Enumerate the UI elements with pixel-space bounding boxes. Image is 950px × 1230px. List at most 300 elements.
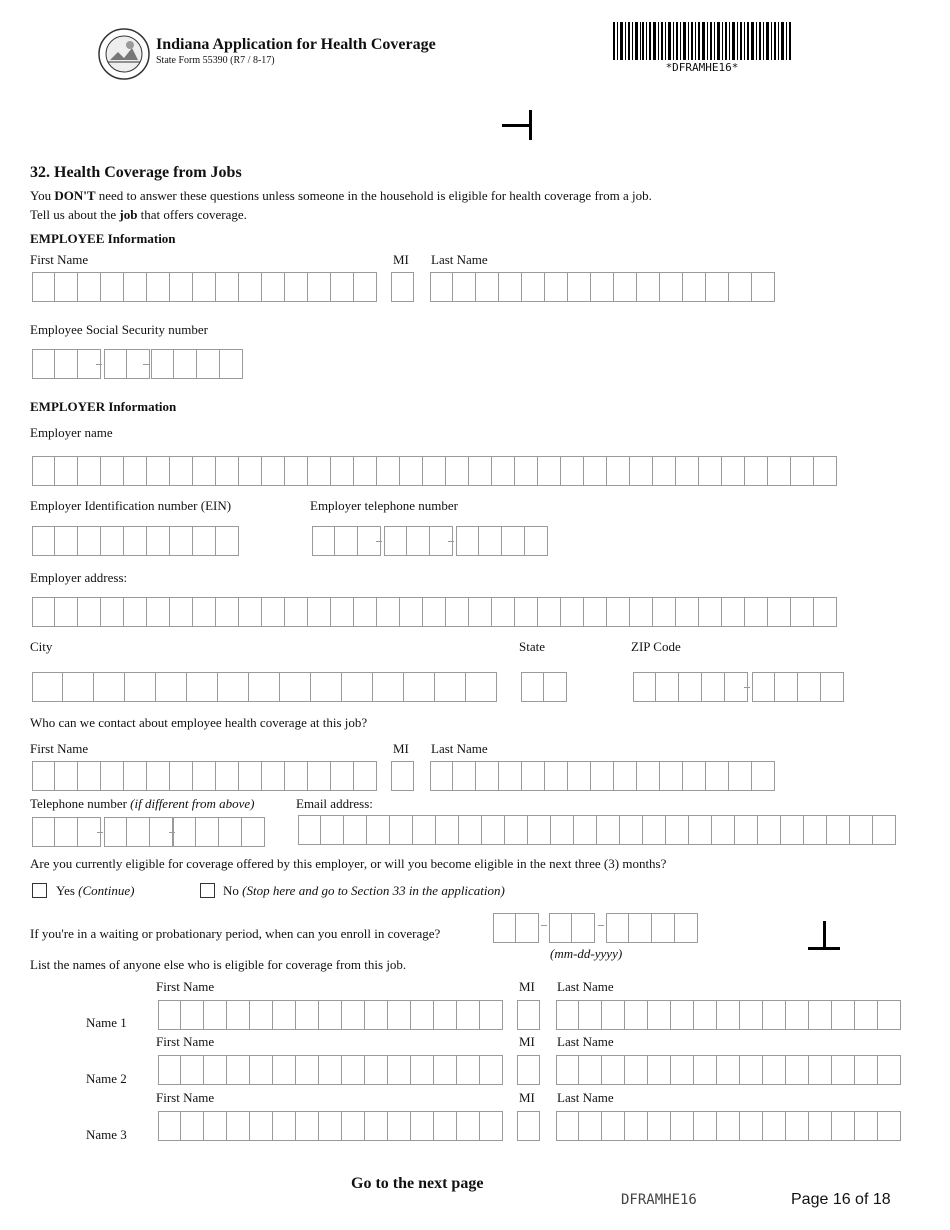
- zip-part-1[interactable]: [633, 672, 748, 702]
- char-cell[interactable]: [308, 761, 331, 791]
- char-cell[interactable]: [193, 761, 216, 791]
- char-cell[interactable]: [607, 456, 630, 486]
- char-cell[interactable]: [675, 913, 698, 943]
- char-cell[interactable]: [55, 526, 78, 556]
- char-cell[interactable]: [791, 456, 814, 486]
- char-cell[interactable]: [434, 1000, 457, 1030]
- char-cell[interactable]: [354, 272, 377, 302]
- char-cell[interactable]: [216, 456, 239, 486]
- char-cell[interactable]: [373, 672, 404, 702]
- char-cell[interactable]: [124, 597, 147, 627]
- char-cell[interactable]: [671, 1000, 694, 1030]
- char-cell[interactable]: [607, 597, 630, 627]
- char-cell[interactable]: [170, 526, 193, 556]
- char-cell[interactable]: [768, 597, 791, 627]
- char-cell[interactable]: [515, 597, 538, 627]
- char-cell[interactable]: [331, 272, 354, 302]
- char-cell[interactable]: [656, 672, 679, 702]
- char-cell[interactable]: [453, 272, 476, 302]
- char-cell[interactable]: [683, 272, 706, 302]
- char-cell[interactable]: [216, 272, 239, 302]
- char-cell[interactable]: [522, 761, 545, 791]
- char-cell[interactable]: [653, 597, 676, 627]
- char-cell[interactable]: [521, 672, 544, 702]
- char-cell[interactable]: [158, 1055, 181, 1085]
- char-cell[interactable]: [745, 456, 768, 486]
- char-cell[interactable]: [763, 1055, 786, 1085]
- char-cell[interactable]: [354, 761, 377, 791]
- char-cell[interactable]: [262, 272, 285, 302]
- char-cell[interactable]: [482, 815, 505, 845]
- char-cell[interactable]: [158, 1111, 181, 1141]
- char-cell[interactable]: [493, 913, 516, 943]
- char-cell[interactable]: [480, 1000, 503, 1030]
- char-cell[interactable]: [434, 1055, 457, 1085]
- char-cell[interactable]: [124, 526, 147, 556]
- char-cell[interactable]: [124, 456, 147, 486]
- char-cell[interactable]: [147, 597, 170, 627]
- char-cell[interactable]: [218, 672, 249, 702]
- char-cell[interactable]: [466, 672, 497, 702]
- char-cell[interactable]: [404, 672, 435, 702]
- char-cell[interactable]: [878, 1111, 901, 1141]
- name-2-last-field[interactable]: [556, 1055, 901, 1085]
- employer-ein-field[interactable]: [32, 526, 239, 556]
- char-cell[interactable]: [561, 456, 584, 486]
- char-cell[interactable]: [181, 1000, 204, 1030]
- ssn-part-3[interactable]: [151, 349, 243, 379]
- char-cell[interactable]: [457, 1111, 480, 1141]
- char-cell[interactable]: [32, 672, 63, 702]
- char-cell[interactable]: [124, 761, 147, 791]
- char-cell[interactable]: [55, 817, 78, 847]
- char-cell[interactable]: [551, 815, 574, 845]
- char-cell[interactable]: [32, 272, 55, 302]
- char-cell[interactable]: [545, 761, 568, 791]
- char-cell[interactable]: [832, 1000, 855, 1030]
- char-cell[interactable]: [204, 1000, 227, 1030]
- char-cell[interactable]: [156, 672, 187, 702]
- char-cell[interactable]: [480, 1055, 503, 1085]
- employer-phone-prefix[interactable]: [384, 526, 453, 556]
- char-cell[interactable]: [606, 913, 629, 943]
- char-cell[interactable]: [101, 456, 124, 486]
- char-cell[interactable]: [814, 456, 837, 486]
- char-cell[interactable]: [568, 272, 591, 302]
- city-field[interactable]: [32, 672, 497, 702]
- char-cell[interactable]: [602, 1055, 625, 1085]
- char-cell[interactable]: [459, 815, 482, 845]
- char-cell[interactable]: [262, 761, 285, 791]
- char-cell[interactable]: [384, 526, 407, 556]
- char-cell[interactable]: [446, 456, 469, 486]
- char-cell[interactable]: [499, 272, 522, 302]
- char-cell[interactable]: [262, 597, 285, 627]
- char-cell[interactable]: [652, 913, 675, 943]
- char-cell[interactable]: [574, 815, 597, 845]
- char-cell[interactable]: [689, 815, 712, 845]
- char-cell[interactable]: [528, 815, 551, 845]
- char-cell[interactable]: [365, 1055, 388, 1085]
- char-cell[interactable]: [319, 1111, 342, 1141]
- char-cell[interactable]: [679, 672, 702, 702]
- char-cell[interactable]: [78, 526, 101, 556]
- char-cell[interactable]: [648, 1111, 671, 1141]
- char-cell[interactable]: [538, 597, 561, 627]
- char-cell[interactable]: [411, 1000, 434, 1030]
- char-cell[interactable]: [151, 349, 174, 379]
- char-cell[interactable]: [516, 913, 539, 943]
- char-cell[interactable]: [147, 526, 170, 556]
- char-cell[interactable]: [457, 1000, 480, 1030]
- char-cell[interactable]: [388, 1000, 411, 1030]
- char-cell[interactable]: [522, 272, 545, 302]
- char-cell[interactable]: [196, 817, 219, 847]
- char-cell[interactable]: [517, 1055, 540, 1085]
- char-cell[interactable]: [735, 815, 758, 845]
- char-cell[interactable]: [768, 456, 791, 486]
- char-cell[interactable]: [584, 456, 607, 486]
- char-cell[interactable]: [430, 272, 453, 302]
- name-1-first-field[interactable]: [158, 1000, 503, 1030]
- char-cell[interactable]: [32, 817, 55, 847]
- char-cell[interactable]: [699, 456, 722, 486]
- char-cell[interactable]: [55, 456, 78, 486]
- char-cell[interactable]: [331, 597, 354, 627]
- contact-mi-field[interactable]: [391, 761, 414, 791]
- employer-address-field[interactable]: [32, 597, 837, 627]
- char-cell[interactable]: [544, 672, 567, 702]
- char-cell[interactable]: [740, 1111, 763, 1141]
- char-cell[interactable]: [435, 672, 466, 702]
- name-3-mi-field[interactable]: [517, 1111, 540, 1141]
- no-checkbox[interactable]: [200, 883, 215, 898]
- char-cell[interactable]: [239, 761, 262, 791]
- char-cell[interactable]: [515, 456, 538, 486]
- char-cell[interactable]: [365, 1000, 388, 1030]
- char-cell[interactable]: [827, 815, 850, 845]
- char-cell[interactable]: [273, 1055, 296, 1085]
- char-cell[interactable]: [712, 815, 735, 845]
- char-cell[interactable]: [855, 1055, 878, 1085]
- char-cell[interactable]: [556, 1000, 579, 1030]
- char-cell[interactable]: [469, 597, 492, 627]
- char-cell[interactable]: [671, 1055, 694, 1085]
- char-cell[interactable]: [411, 1055, 434, 1085]
- char-cell[interactable]: [763, 1000, 786, 1030]
- char-cell[interactable]: [249, 672, 280, 702]
- char-cell[interactable]: [55, 349, 78, 379]
- char-cell[interactable]: [579, 1000, 602, 1030]
- char-cell[interactable]: [602, 1111, 625, 1141]
- employee-mi-field[interactable]: [391, 272, 414, 302]
- char-cell[interactable]: [809, 1055, 832, 1085]
- char-cell[interactable]: [216, 761, 239, 791]
- char-cell[interactable]: [216, 526, 239, 556]
- char-cell[interactable]: [625, 1111, 648, 1141]
- char-cell[interactable]: [855, 1000, 878, 1030]
- char-cell[interactable]: [729, 761, 752, 791]
- employer-phone-line[interactable]: [456, 526, 548, 556]
- char-cell[interactable]: [262, 456, 285, 486]
- char-cell[interactable]: [660, 272, 683, 302]
- char-cell[interactable]: [308, 597, 331, 627]
- char-cell[interactable]: [193, 272, 216, 302]
- char-cell[interactable]: [479, 526, 502, 556]
- employer-phone-area[interactable]: [312, 526, 381, 556]
- char-cell[interactable]: [227, 1111, 250, 1141]
- char-cell[interactable]: [78, 761, 101, 791]
- enroll-date-year[interactable]: [606, 913, 698, 943]
- char-cell[interactable]: [625, 1000, 648, 1030]
- char-cell[interactable]: [683, 761, 706, 791]
- char-cell[interactable]: [561, 597, 584, 627]
- char-cell[interactable]: [388, 1111, 411, 1141]
- contact-phone-area[interactable]: [32, 817, 101, 847]
- char-cell[interactable]: [407, 526, 430, 556]
- char-cell[interactable]: [786, 1000, 809, 1030]
- char-cell[interactable]: [220, 349, 243, 379]
- char-cell[interactable]: [798, 672, 821, 702]
- char-cell[interactable]: [572, 913, 595, 943]
- char-cell[interactable]: [204, 1111, 227, 1141]
- char-cell[interactable]: [227, 1000, 250, 1030]
- char-cell[interactable]: [170, 597, 193, 627]
- char-cell[interactable]: [285, 761, 308, 791]
- char-cell[interactable]: [170, 272, 193, 302]
- char-cell[interactable]: [331, 456, 354, 486]
- char-cell[interactable]: [170, 761, 193, 791]
- char-cell[interactable]: [342, 1055, 365, 1085]
- char-cell[interactable]: [637, 761, 660, 791]
- char-cell[interactable]: [174, 349, 197, 379]
- char-cell[interactable]: [101, 526, 124, 556]
- char-cell[interactable]: [147, 456, 170, 486]
- char-cell[interactable]: [430, 761, 453, 791]
- zip-part-2[interactable]: [752, 672, 844, 702]
- char-cell[interactable]: [311, 672, 342, 702]
- char-cell[interactable]: [312, 526, 335, 556]
- char-cell[interactable]: [666, 815, 689, 845]
- char-cell[interactable]: [55, 272, 78, 302]
- contact-first-name-field[interactable]: [32, 761, 377, 791]
- char-cell[interactable]: [453, 761, 476, 791]
- char-cell[interactable]: [147, 272, 170, 302]
- char-cell[interactable]: [597, 815, 620, 845]
- char-cell[interactable]: [104, 817, 127, 847]
- char-cell[interactable]: [752, 672, 775, 702]
- char-cell[interactable]: [625, 1055, 648, 1085]
- char-cell[interactable]: [365, 1111, 388, 1141]
- char-cell[interactable]: [706, 272, 729, 302]
- name-3-first-field[interactable]: [158, 1111, 503, 1141]
- char-cell[interactable]: [676, 597, 699, 627]
- char-cell[interactable]: [745, 597, 768, 627]
- char-cell[interactable]: [492, 456, 515, 486]
- char-cell[interactable]: [32, 456, 55, 486]
- char-cell[interactable]: [502, 526, 525, 556]
- char-cell[interactable]: [446, 597, 469, 627]
- char-cell[interactable]: [273, 1111, 296, 1141]
- char-cell[interactable]: [660, 761, 683, 791]
- contact-phone-line[interactable]: [173, 817, 265, 847]
- char-cell[interactable]: [648, 1055, 671, 1085]
- char-cell[interactable]: [517, 1111, 540, 1141]
- char-cell[interactable]: [457, 1055, 480, 1085]
- char-cell[interactable]: [124, 272, 147, 302]
- char-cell[interactable]: [285, 272, 308, 302]
- char-cell[interactable]: [94, 672, 125, 702]
- char-cell[interactable]: [694, 1055, 717, 1085]
- char-cell[interactable]: [699, 597, 722, 627]
- char-cell[interactable]: [556, 1111, 579, 1141]
- char-cell[interactable]: [296, 1000, 319, 1030]
- char-cell[interactable]: [147, 761, 170, 791]
- char-cell[interactable]: [832, 1111, 855, 1141]
- char-cell[interactable]: [193, 456, 216, 486]
- char-cell[interactable]: [197, 349, 220, 379]
- char-cell[interactable]: [63, 672, 94, 702]
- char-cell[interactable]: [568, 761, 591, 791]
- char-cell[interactable]: [55, 761, 78, 791]
- char-cell[interactable]: [158, 1000, 181, 1030]
- char-cell[interactable]: [763, 1111, 786, 1141]
- contact-last-name-field[interactable]: [430, 761, 775, 791]
- char-cell[interactable]: [285, 456, 308, 486]
- char-cell[interactable]: [492, 597, 515, 627]
- name-2-mi-field[interactable]: [517, 1055, 540, 1085]
- char-cell[interactable]: [239, 272, 262, 302]
- char-cell[interactable]: [377, 456, 400, 486]
- char-cell[interactable]: [653, 456, 676, 486]
- char-cell[interactable]: [367, 815, 390, 845]
- char-cell[interactable]: [505, 815, 528, 845]
- char-cell[interactable]: [32, 597, 55, 627]
- char-cell[interactable]: [331, 761, 354, 791]
- char-cell[interactable]: [584, 597, 607, 627]
- char-cell[interactable]: [775, 672, 798, 702]
- char-cell[interactable]: [630, 597, 653, 627]
- char-cell[interactable]: [342, 1111, 365, 1141]
- char-cell[interactable]: [480, 1111, 503, 1141]
- employee-first-name-field[interactable]: [32, 272, 377, 302]
- char-cell[interactable]: [239, 597, 262, 627]
- char-cell[interactable]: [758, 815, 781, 845]
- char-cell[interactable]: [717, 1000, 740, 1030]
- char-cell[interactable]: [32, 526, 55, 556]
- char-cell[interactable]: [614, 272, 637, 302]
- char-cell[interactable]: [633, 672, 656, 702]
- char-cell[interactable]: [855, 1111, 878, 1141]
- char-cell[interactable]: [878, 1055, 901, 1085]
- char-cell[interactable]: [614, 761, 637, 791]
- char-cell[interactable]: [809, 1111, 832, 1141]
- char-cell[interactable]: [791, 597, 814, 627]
- char-cell[interactable]: [377, 597, 400, 627]
- char-cell[interactable]: [342, 672, 373, 702]
- char-cell[interactable]: [285, 597, 308, 627]
- char-cell[interactable]: [476, 272, 499, 302]
- char-cell[interactable]: [694, 1000, 717, 1030]
- char-cell[interactable]: [32, 761, 55, 791]
- char-cell[interactable]: [388, 1055, 411, 1085]
- char-cell[interactable]: [702, 672, 725, 702]
- char-cell[interactable]: [525, 526, 548, 556]
- char-cell[interactable]: [873, 815, 896, 845]
- char-cell[interactable]: [127, 817, 150, 847]
- char-cell[interactable]: [729, 272, 752, 302]
- char-cell[interactable]: [781, 815, 804, 845]
- char-cell[interactable]: [308, 456, 331, 486]
- char-cell[interactable]: [239, 456, 262, 486]
- char-cell[interactable]: [706, 761, 729, 791]
- char-cell[interactable]: [204, 1055, 227, 1085]
- char-cell[interactable]: [591, 272, 614, 302]
- name-1-last-field[interactable]: [556, 1000, 901, 1030]
- char-cell[interactable]: [878, 1000, 901, 1030]
- char-cell[interactable]: [78, 272, 101, 302]
- char-cell[interactable]: [671, 1111, 694, 1141]
- char-cell[interactable]: [335, 526, 358, 556]
- char-cell[interactable]: [620, 815, 643, 845]
- char-cell[interactable]: [629, 913, 652, 943]
- char-cell[interactable]: [193, 597, 216, 627]
- char-cell[interactable]: [637, 272, 660, 302]
- char-cell[interactable]: [434, 1111, 457, 1141]
- char-cell[interactable]: [400, 456, 423, 486]
- enroll-date-day[interactable]: [549, 913, 595, 943]
- ssn-part-1[interactable]: [32, 349, 101, 379]
- enroll-date-month[interactable]: [493, 913, 539, 943]
- char-cell[interactable]: [740, 1000, 763, 1030]
- char-cell[interactable]: [809, 1000, 832, 1030]
- char-cell[interactable]: [549, 913, 572, 943]
- name-1-mi-field[interactable]: [517, 1000, 540, 1030]
- char-cell[interactable]: [296, 1055, 319, 1085]
- char-cell[interactable]: [676, 456, 699, 486]
- contact-phone-prefix[interactable]: [104, 817, 173, 847]
- char-cell[interactable]: [216, 597, 239, 627]
- name-2-first-field[interactable]: [158, 1055, 503, 1085]
- char-cell[interactable]: [104, 349, 127, 379]
- char-cell[interactable]: [55, 597, 78, 627]
- state-field[interactable]: [521, 672, 567, 702]
- char-cell[interactable]: [436, 815, 459, 845]
- char-cell[interactable]: [32, 349, 55, 379]
- char-cell[interactable]: [280, 672, 311, 702]
- char-cell[interactable]: [752, 761, 775, 791]
- employer-name-field[interactable]: [32, 456, 837, 486]
- char-cell[interactable]: [423, 597, 446, 627]
- char-cell[interactable]: [391, 272, 414, 302]
- char-cell[interactable]: [344, 815, 367, 845]
- char-cell[interactable]: [630, 456, 653, 486]
- char-cell[interactable]: [125, 672, 156, 702]
- char-cell[interactable]: [101, 272, 124, 302]
- char-cell[interactable]: [740, 1055, 763, 1085]
- char-cell[interactable]: [242, 817, 265, 847]
- char-cell[interactable]: [648, 1000, 671, 1030]
- char-cell[interactable]: [193, 526, 216, 556]
- char-cell[interactable]: [390, 815, 413, 845]
- char-cell[interactable]: [717, 1055, 740, 1085]
- contact-email-field[interactable]: [298, 815, 896, 845]
- char-cell[interactable]: [321, 815, 344, 845]
- char-cell[interactable]: [499, 761, 522, 791]
- char-cell[interactable]: [722, 456, 745, 486]
- char-cell[interactable]: [850, 815, 873, 845]
- char-cell[interactable]: [181, 1055, 204, 1085]
